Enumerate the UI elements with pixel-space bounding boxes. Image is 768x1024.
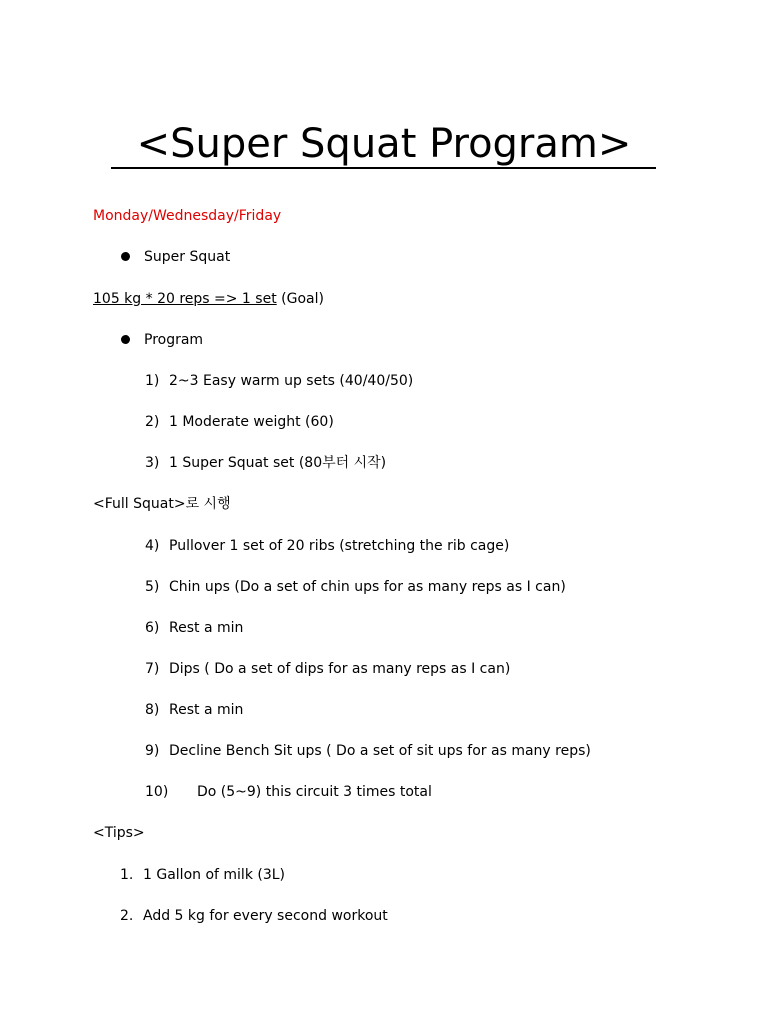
schedule-days: Monday/Wednesday/Friday [93,208,282,224]
program-item-number: 3) [145,455,160,471]
tip-item-number: 2. [120,908,134,924]
circuit-item-text: Rest a min [169,702,244,718]
tip-item-text: 1 Gallon of milk (3L) [143,867,286,883]
program-item-number: 2) [145,414,160,430]
program-item-text: 2~3 Easy warm up sets (40/40/50) [169,373,414,389]
tip-item-number: 1. [120,867,134,883]
program-item-number: 1) [145,373,160,389]
bullet-super-squat: Super Squat [144,249,231,265]
circuit-item-number: 4) [145,538,160,554]
bullet-program: Program [144,332,204,348]
tips-heading: <Tips> [93,825,145,841]
tip-item-text: Add 5 kg for every second workout [143,908,388,924]
full-squat-note: <Full Squat>로 시행 [93,496,231,512]
title-underline [111,167,656,169]
circuit-item-number: 9) [145,743,160,759]
goal-suffix: (Goal) [276,291,324,307]
goal-value: 105 kg * 20 reps => 1 set [93,291,277,307]
circuit-item-text: Dips ( Do a set of dips for as many reps as I can) [169,661,511,677]
circuit-item-number: 5) [145,579,160,595]
circuit-item-text: Rest a min [169,620,244,636]
bullet-icon [121,335,130,344]
program-item-text: 1 Super Squat set (80부터 시작) [169,455,387,471]
circuit-item-number: 8) [145,702,160,718]
circuit-item-number: 10) [145,784,169,800]
circuit-item-text: Chin ups (Do a set of chin ups for as many reps as I can) [169,579,566,595]
circuit-item-text: Decline Bench Sit ups ( Do a set of sit ups for as many reps) [169,743,591,759]
bullet-icon [121,252,130,261]
program-item-text: 1 Moderate weight (60) [169,414,334,430]
goal-line [93,290,324,308]
page-title: <Super Squat Program> [136,121,632,167]
circuit-item-text: Pullover 1 set of 20 ribs (stretching the rib cage) [169,538,510,554]
circuit-item-text: Do (5~9) this circuit 3 times total [197,784,432,800]
circuit-item-number: 7) [145,661,160,677]
circuit-item-number: 6) [145,620,160,636]
